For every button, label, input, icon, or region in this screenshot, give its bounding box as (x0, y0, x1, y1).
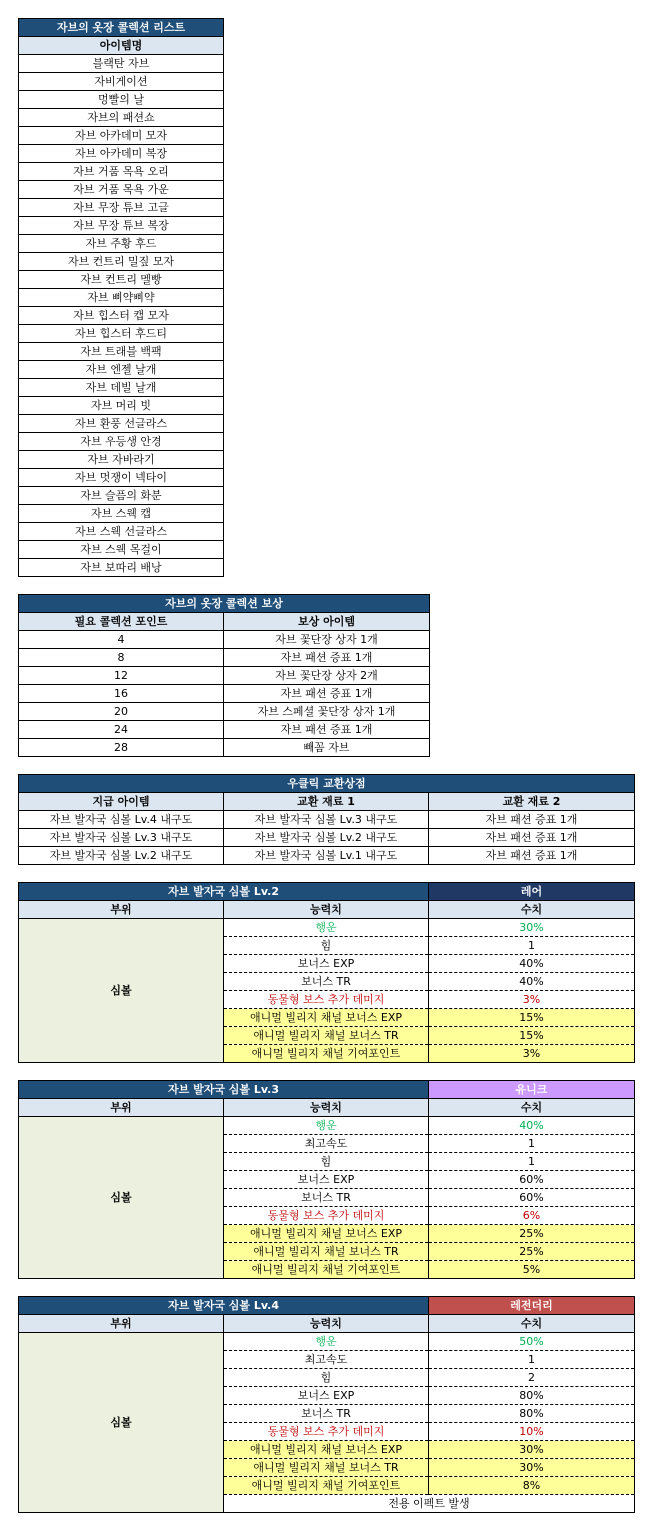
grade-badge: 유니크 (429, 1081, 635, 1099)
column-header: 부위 (19, 901, 224, 919)
table-row (19, 397, 224, 415)
column-header: 필요 콜렉션 포인트 (19, 613, 224, 631)
stat-value-cell: 15% (429, 1027, 635, 1045)
stat-name-cell: 행운 (224, 1117, 429, 1135)
stat-value-cell: 80% (429, 1405, 635, 1423)
table-row (19, 379, 224, 397)
table-row (19, 487, 224, 505)
reward-item-cell: 자브 스페셜 꽃단장 상자 1개 (224, 703, 430, 721)
table-row (19, 127, 224, 145)
grade-badge: 레어 (429, 883, 635, 901)
stat-name-cell: 행운 (224, 1333, 429, 1351)
special-effect-cell: 전용 이펙트 발생 (224, 1495, 635, 1513)
table-row (19, 361, 224, 379)
exchange-shop-table (18, 774, 635, 865)
table-row (19, 343, 224, 361)
table-title-row (19, 775, 635, 793)
item-name-cell: 자브 멋쟁이 넥타이 (19, 469, 224, 487)
table-row (19, 631, 430, 649)
table-title-row (19, 883, 635, 901)
stat-name-cell: 애니멀 빌리지 채널 기여포인트 (224, 1477, 429, 1495)
stat-name-cell: 애니멀 빌리지 채널 보너스 EXP (224, 1441, 429, 1459)
table-title-row (19, 1297, 635, 1315)
table-row (19, 667, 430, 685)
column-header: 수치 (429, 1315, 635, 1333)
stat-value-cell: 60% (429, 1189, 635, 1207)
table-title-row (19, 595, 430, 613)
table-row (19, 307, 224, 325)
stat-name-cell: 힘 (224, 937, 429, 955)
table-row (19, 541, 224, 559)
table-row (19, 1117, 635, 1135)
stat-value-cell: 80% (429, 1387, 635, 1405)
item-name-cell: 자브 보따리 배낭 (19, 559, 224, 577)
exchange-cell: 자브 패션 증표 1개 (429, 829, 635, 847)
item-name-cell: 자브 컨트리 밀짚 모자 (19, 253, 224, 271)
item-name-cell: 자브 머리 빗 (19, 397, 224, 415)
table-row (19, 919, 635, 937)
table-row (19, 559, 224, 577)
table-row (19, 235, 224, 253)
stat-name-cell: 동물형 보스 추가 데미지 (224, 991, 429, 1009)
symbol-lv4-table (18, 1296, 635, 1513)
item-name-cell: 자브 거품 목욕 가운 (19, 181, 224, 199)
table-header-row (19, 901, 635, 919)
table-row (19, 685, 430, 703)
table-row (19, 811, 635, 829)
stat-value-cell: 30% (429, 1459, 635, 1477)
table-row (19, 415, 224, 433)
table-row (19, 847, 635, 865)
exchange-cell: 자브 패션 증표 1개 (429, 811, 635, 829)
stat-value-cell: 1 (429, 937, 635, 955)
table-row (19, 271, 224, 289)
table-row (19, 451, 224, 469)
table-row (19, 649, 430, 667)
part-cell: 심볼 (19, 1333, 224, 1513)
item-name-cell: 자브 트래블 백팩 (19, 343, 224, 361)
table-row (19, 109, 224, 127)
exchange-shop-title: 우클릭 교환상점 (19, 775, 635, 793)
reward-item-cell: 빼꼼 자브 (224, 739, 430, 757)
stat-value-cell: 60% (429, 1171, 635, 1189)
stat-value-cell: 3% (429, 1045, 635, 1063)
exchange-cell: 자브 발자국 심볼 Lv.2 내구도 (224, 829, 429, 847)
stat-value-cell: 10% (429, 1423, 635, 1441)
symbol-lv2-table (18, 882, 635, 1063)
exchange-cell: 자브 발자국 심볼 Lv.4 내구도 (19, 811, 224, 829)
stat-name-cell: 애니멀 빌리지 채널 보너스 TR (224, 1027, 429, 1045)
table-header-row (19, 1315, 635, 1333)
column-header: 능력치 (224, 901, 429, 919)
stat-name-cell: 애니멀 빌리지 채널 보너스 TR (224, 1459, 429, 1477)
symbol-title: 자브 발자국 심볼 Lv.4 (19, 1297, 429, 1315)
item-name-cell: 자브 자바라기 (19, 451, 224, 469)
column-header: 부위 (19, 1099, 224, 1117)
stat-name-cell: 힘 (224, 1153, 429, 1171)
stat-value-cell: 1 (429, 1135, 635, 1153)
column-header-item-name: 아이템명 (19, 37, 224, 55)
stat-name-cell: 동물형 보스 추가 데미지 (224, 1423, 429, 1441)
reward-item-cell: 자브 패션 증표 1개 (224, 685, 430, 703)
column-header: 능력치 (224, 1099, 429, 1117)
table-header-row (19, 613, 430, 631)
table-row (19, 703, 430, 721)
item-name-cell: 자브 무장 튜브 고글 (19, 199, 224, 217)
required-points-cell: 16 (19, 685, 224, 703)
stat-value-cell: 2 (429, 1369, 635, 1387)
table-row (19, 55, 224, 73)
stat-value-cell: 15% (429, 1009, 635, 1027)
stat-name-cell: 보너스 EXP (224, 955, 429, 973)
stat-value-cell: 1 (429, 1351, 635, 1369)
item-name-cell: 자브의 패션쇼 (19, 109, 224, 127)
table-row (19, 199, 224, 217)
item-name-cell: 자브 스웩 목걸이 (19, 541, 224, 559)
table-title-row (19, 19, 224, 37)
table-row (19, 433, 224, 451)
item-name-cell: 자브 우등생 안경 (19, 433, 224, 451)
stat-value-cell: 40% (429, 955, 635, 973)
table-row (19, 253, 224, 271)
stat-value-cell: 6% (429, 1207, 635, 1225)
part-cell: 심볼 (19, 1117, 224, 1279)
exchange-cell: 자브 발자국 심볼 Lv.3 내구도 (19, 829, 224, 847)
column-header: 수치 (429, 901, 635, 919)
table-row (19, 1333, 635, 1351)
stat-value-cell: 25% (429, 1243, 635, 1261)
exchange-cell: 자브 발자국 심볼 Lv.2 내구도 (19, 847, 224, 865)
required-points-cell: 4 (19, 631, 224, 649)
item-name-cell: 자브 데빌 날개 (19, 379, 224, 397)
item-name-cell: 자브 힙스터 캡 모자 (19, 307, 224, 325)
table-row (19, 325, 224, 343)
table-header-row (19, 37, 224, 55)
stat-name-cell: 보너스 EXP (224, 1171, 429, 1189)
table-row (19, 523, 224, 541)
required-points-cell: 12 (19, 667, 224, 685)
stat-name-cell: 애니멀 빌리지 채널 보너스 EXP (224, 1009, 429, 1027)
symbol-title: 자브 발자국 심볼 Lv.2 (19, 883, 429, 901)
item-name-cell: 자브 삐약삐약 (19, 289, 224, 307)
stat-name-cell: 힘 (224, 1369, 429, 1387)
table-row (19, 73, 224, 91)
required-points-cell: 8 (19, 649, 224, 667)
stat-name-cell: 애니멀 빌리지 채널 기여포인트 (224, 1261, 429, 1279)
item-name-cell: 자브 환풍 선글라스 (19, 415, 224, 433)
required-points-cell: 28 (19, 739, 224, 757)
table-row (19, 289, 224, 307)
table-row (19, 505, 224, 523)
required-points-cell: 20 (19, 703, 224, 721)
item-name-cell: 자브 거품 목욕 오리 (19, 163, 224, 181)
item-name-cell: 자브 슬픔의 화분 (19, 487, 224, 505)
stat-value-cell: 25% (429, 1225, 635, 1243)
exchange-cell: 자브 발자국 심볼 Lv.1 내구도 (224, 847, 429, 865)
stat-name-cell: 보너스 TR (224, 973, 429, 991)
item-name-cell: 자브 스웩 선글라스 (19, 523, 224, 541)
exchange-cell: 자브 패션 증표 1개 (429, 847, 635, 865)
collection-list-table (18, 18, 224, 577)
column-header: 수치 (429, 1099, 635, 1117)
stat-value-cell: 30% (429, 919, 635, 937)
reward-item-cell: 자브 꽃단장 상자 2개 (224, 667, 430, 685)
stat-value-cell: 8% (429, 1477, 635, 1495)
table-row (19, 91, 224, 109)
table-header-row (19, 1099, 635, 1117)
stat-name-cell: 최고속도 (224, 1351, 429, 1369)
stat-name-cell: 보너스 EXP (224, 1387, 429, 1405)
column-header: 지급 아이템 (19, 793, 224, 811)
stat-name-cell: 애니멀 빌리지 채널 보너스 EXP (224, 1225, 429, 1243)
item-name-cell: 자브 무장 튜브 복장 (19, 217, 224, 235)
table-row (19, 145, 224, 163)
stat-value-cell: 30% (429, 1441, 635, 1459)
item-name-cell: 자브 힙스터 후드티 (19, 325, 224, 343)
item-name-cell: 자브 아카데미 복장 (19, 145, 224, 163)
stat-value-cell: 1 (429, 1153, 635, 1171)
item-name-cell: 자브 컨트리 멜빵 (19, 271, 224, 289)
stat-name-cell: 애니멀 빌리지 채널 기여포인트 (224, 1045, 429, 1063)
required-points-cell: 24 (19, 721, 224, 739)
item-name-cell: 자브 엔젤 날개 (19, 361, 224, 379)
stat-name-cell: 보너스 TR (224, 1189, 429, 1207)
column-header: 보상 아이템 (224, 613, 430, 631)
table-title-row (19, 1081, 635, 1099)
item-name-cell: 멍빨의 날 (19, 91, 224, 109)
stat-name-cell: 최고속도 (224, 1135, 429, 1153)
stat-name-cell: 행운 (224, 919, 429, 937)
table-row (19, 739, 430, 757)
stat-value-cell: 50% (429, 1333, 635, 1351)
reward-item-cell: 자브 꽃단장 상자 1개 (224, 631, 430, 649)
collection-reward-title: 자브의 옷장 콜렉션 보상 (19, 595, 430, 613)
table-row (19, 181, 224, 199)
table-row (19, 163, 224, 181)
column-header: 교환 재료 1 (224, 793, 429, 811)
item-name-cell: 자브 스웩 캡 (19, 505, 224, 523)
symbol-title: 자브 발자국 심볼 Lv.3 (19, 1081, 429, 1099)
part-cell: 심볼 (19, 919, 224, 1063)
table-row (19, 721, 430, 739)
stat-value-cell: 3% (429, 991, 635, 1009)
exchange-cell: 자브 발자국 심볼 Lv.3 내구도 (224, 811, 429, 829)
table-row (19, 829, 635, 847)
table-row (19, 217, 224, 235)
stat-name-cell: 애니멀 빌리지 채널 보너스 TR (224, 1243, 429, 1261)
stat-value-cell: 5% (429, 1261, 635, 1279)
grade-badge: 레전더리 (429, 1297, 635, 1315)
table-row (19, 469, 224, 487)
table-header-row (19, 793, 635, 811)
stat-value-cell: 40% (429, 973, 635, 991)
item-name-cell: 자브 아카데미 모자 (19, 127, 224, 145)
column-header: 교환 재료 2 (429, 793, 635, 811)
stat-value-cell: 40% (429, 1117, 635, 1135)
stat-name-cell: 보너스 TR (224, 1405, 429, 1423)
column-header: 능력치 (224, 1315, 429, 1333)
collection-list-title: 자브의 옷장 콜렉션 리스트 (19, 19, 224, 37)
item-name-cell: 자브 주황 후드 (19, 235, 224, 253)
stat-name-cell: 동물형 보스 추가 데미지 (224, 1207, 429, 1225)
collection-reward-table (18, 594, 430, 757)
reward-item-cell: 자브 패션 증표 1개 (224, 649, 430, 667)
symbol-lv3-table (18, 1080, 635, 1279)
item-name-cell: 블랙탄 자브 (19, 55, 224, 73)
reward-item-cell: 자브 패션 증표 1개 (224, 721, 430, 739)
item-name-cell: 자비게이션 (19, 73, 224, 91)
column-header: 부위 (19, 1315, 224, 1333)
